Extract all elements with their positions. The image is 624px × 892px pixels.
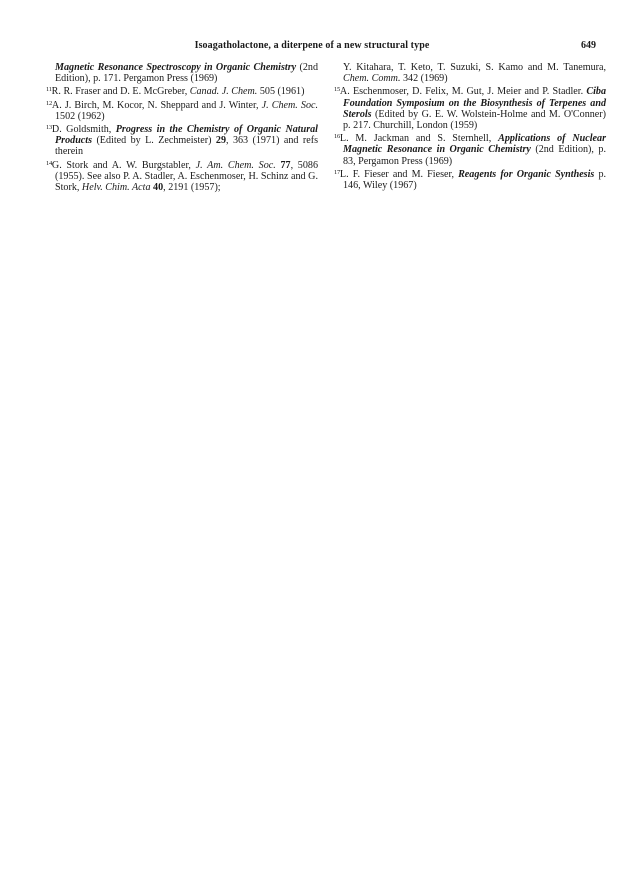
references-right-column — [334, 62, 606, 191]
reference-text: 505 (1961) — [257, 86, 305, 98]
reference-number: 11 — [46, 86, 52, 94]
reference-text: G. Stork and A. W. Burgstabler, — [51, 159, 196, 171]
reference-text: 29 — [215, 135, 226, 147]
reference-number: 13 — [46, 124, 52, 132]
reference-text: (Edited by L. Zechmeister) — [92, 135, 216, 147]
reference-text: , 5086 (1955). See also P. A. Stadler, A. Eschenmoser, H. Schinz and G. Stork, — [55, 159, 318, 194]
reference-entry-ref-14 — [46, 158, 318, 194]
reference-entry-ref-17 — [334, 167, 606, 191]
reference-text: R. R. Fraser and D. E. McGreber, — [51, 86, 190, 98]
reference-text: J. Am. Chem. Soc. — [195, 159, 276, 171]
reference-text: A. Eschenmoser, D. Felix, M. Gut, J. Meier and P. Stadler. — [339, 86, 587, 98]
reference-text: L. M. Jackman and S. Sternhell, — [339, 133, 499, 145]
reference-text: Applications of Nuclear Magnetic Resonance in Organic Chemistry — [343, 133, 606, 156]
reference-number: 15 — [334, 86, 340, 94]
reference-text: p. 146, Wiley (1967) — [343, 168, 607, 192]
reference-text: 1502 (1962) — [55, 110, 105, 122]
references-left-column — [46, 62, 318, 193]
reference-text: Helv. Chim. Acta — [81, 182, 151, 194]
reference-entry-cont-left — [46, 62, 318, 84]
reference-entry-ref-11 — [46, 84, 318, 97]
reference-number: 14 — [46, 159, 52, 167]
reference-text: 40 — [153, 182, 164, 194]
reference-text: (Edited by G. E. W. Wolstein-Holme and M. O'Conner) p. 217. Churchill, London (1959) — [343, 108, 606, 132]
reference-text: (2nd Edition), p. 171. Pergamon Press (1969) — [55, 62, 318, 85]
running-title: Isoagatholactone, a diterpene of a new structural type — [194, 40, 430, 51]
reference-text: , 2191 (1957); — [163, 182, 221, 194]
reference-text: Y. Kitahara, T. Keto, T. Suzuki, S. Kamo and M. Tanemura, — [343, 62, 606, 73]
reference-text: J. Chem. Soc. — [261, 99, 318, 111]
reference-entry-ref-12 — [46, 98, 318, 122]
reference-text: A. J. Birch, M. Kocor, N. Sheppard and J. Winter, — [51, 99, 262, 111]
reference-text: Progress in the Chemistry of Organic Natural Products — [55, 124, 318, 147]
reference-entry-ref-15 — [334, 84, 606, 131]
reference-number: 12 — [46, 99, 52, 107]
reference-entry-ref-16 — [334, 131, 606, 167]
reference-entry-cont-right — [334, 62, 606, 84]
reference-text: Reagents for Organic Synthesis — [458, 168, 595, 180]
reference-text: L. F. Fieser and M. Fieser, — [339, 168, 459, 180]
reference-text: , 363 (1971) and refs therein — [55, 135, 318, 158]
page-number: 649 — [581, 40, 596, 51]
reference-text: (2nd Edition), p. 83, Pergamon Press (1969) — [343, 144, 606, 167]
reference-text: Chem. Comm. — [343, 73, 401, 85]
reference-text: 342 (1969) — [400, 73, 448, 85]
reference-number: 16 — [334, 133, 340, 141]
reference-text: Canad. J. Chem. — [189, 86, 258, 98]
page-header — [0, 40, 624, 54]
reference-text: Ciba Foundation Symposium on the Biosynthesis of Terpenes and Sterols — [343, 86, 606, 120]
reference-text: 77 — [280, 159, 291, 171]
reference-text: Magnetic Resonance Spectroscopy in Organic Chemistry — [55, 62, 297, 73]
reference-text: D. Goldsmith, — [51, 124, 116, 136]
reference-entry-ref-13 — [46, 122, 318, 158]
reference-number: 17 — [334, 168, 340, 176]
